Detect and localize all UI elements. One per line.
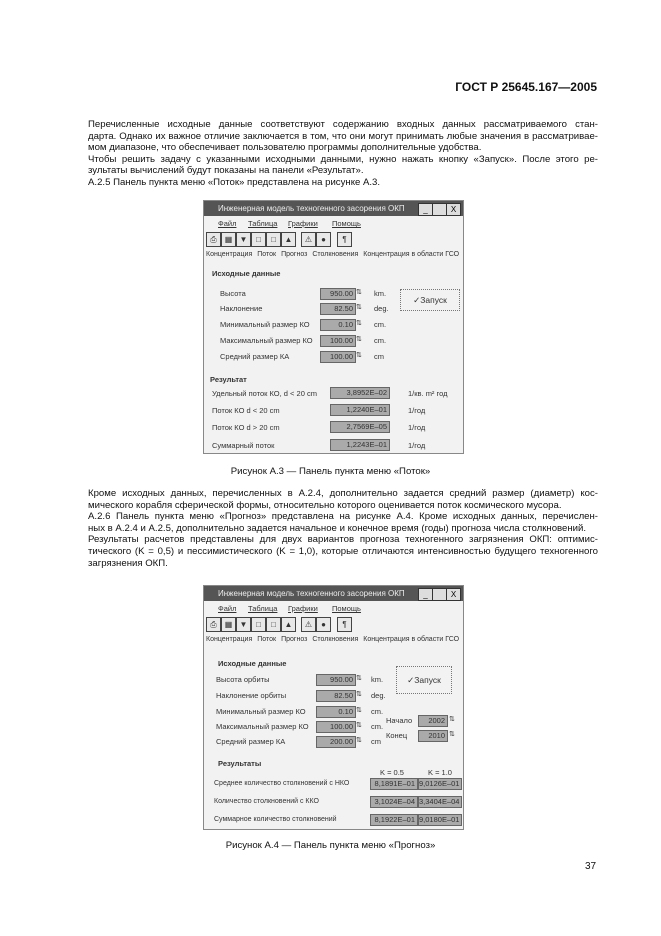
paragraph-block-2 — [88, 488, 598, 569]
end-year-label: Конец — [386, 731, 408, 740]
unit-label: 1/год — [408, 423, 426, 432]
result-label: Суммарный поток — [212, 441, 275, 450]
input-label: Высота орбиты — [216, 675, 270, 684]
k-column-header: K = 0.5 — [380, 768, 404, 777]
run-button[interactable]: ✓Запуск — [396, 666, 452, 694]
toolbar-button-icon[interactable]: ● — [316, 617, 331, 632]
menu-item[interactable]: Файл — [218, 604, 237, 613]
result-field: 3,1024E–04 — [370, 796, 418, 808]
maximize-button[interactable] — [432, 588, 447, 601]
unit-label: cm — [374, 352, 384, 361]
unit-label: cm. — [374, 320, 387, 329]
spin-icon[interactable]: ⇅ — [449, 716, 455, 723]
toolbar-button-icon[interactable]: ⚠ — [301, 617, 316, 632]
minimize-button[interactable]: _ — [418, 203, 433, 216]
figure-caption: Рисунок А.4 — Панель пункта меню «Прогноз» — [225, 840, 436, 851]
close-button[interactable]: X — [446, 588, 461, 601]
input-label: Минимальный размер КО — [220, 320, 310, 329]
k-column-header: K = 1.0 — [428, 768, 452, 777]
inputs-group-title: Исходные данные — [218, 659, 287, 668]
text-line: А.2.6 Панель пункта меню «Прогноз» представлена на рисунке А.4. Кроме исходных данных, перечислен- — [88, 511, 598, 523]
toolbar-button-icon[interactable]: ▲ — [281, 232, 296, 247]
toolbar-button-icon[interactable]: ▲ — [281, 617, 296, 632]
text-line: Кроме исходных данных, перечисленных в А.2.4, дополнительно задается средний размер (диаметр) кос- — [88, 488, 598, 499]
window-title: Инженерная модель техногенного засорения ОКП — [218, 589, 405, 598]
spin-icon[interactable]: ⇅ — [356, 675, 362, 682]
result-field: 1,2240E–01 — [330, 404, 390, 416]
result-field: 8,1891E–01 — [370, 778, 418, 790]
tab[interactable]: Концентрация — [206, 251, 253, 258]
result-field: 2,7569E–05 — [330, 421, 390, 433]
spin-icon[interactable]: ⇅ — [356, 289, 362, 296]
result-field: 9,0180E–01 — [418, 814, 462, 826]
run-button[interactable]: ✓Запуск — [400, 289, 460, 311]
input-field[interactable]: 0.10 — [316, 706, 356, 718]
menu-item[interactable]: Таблица — [248, 604, 278, 613]
unit-label: km. — [374, 289, 387, 298]
input-label: Высота — [220, 289, 246, 298]
start-year-label: Начало — [386, 716, 413, 725]
result-label: Удельный поток КО, d < 20 cm — [212, 389, 317, 398]
close-button[interactable]: X — [446, 203, 461, 216]
tab[interactable]: Прогноз — [281, 636, 308, 643]
toolbar-button-icon[interactable]: ▦ — [221, 617, 236, 632]
input-label: Средний размер КА — [220, 352, 290, 361]
result-field: 9,0126E–01 — [418, 778, 462, 790]
spin-icon[interactable]: ⇅ — [356, 737, 362, 744]
text-line: загрязнения ОКП. — [88, 557, 168, 569]
unit-label: cm. — [371, 707, 384, 716]
input-field[interactable]: 950.00 — [316, 674, 356, 686]
menu-item[interactable]: Помощь — [332, 604, 361, 613]
unit-label: cm. — [371, 722, 384, 731]
page-number: 37 — [585, 861, 597, 872]
input-label: Наклонение орбиты — [216, 691, 287, 700]
window-title: Инженерная модель техногенного засорения ОКП — [218, 204, 405, 213]
tab[interactable]: Поток — [257, 251, 277, 258]
toolbar-button-icon[interactable]: ▼ — [236, 232, 251, 247]
unit-label: km. — [371, 675, 384, 684]
inputs-group-title: Исходные данные — [212, 269, 281, 278]
result-field: 3,3404E–04 — [418, 796, 462, 808]
text-line: мом диапазоне, что обеспечивает пользователю программы дополнительные удобства. — [88, 142, 482, 154]
text-line: ных в А.2.4 и А.2.5, дополнительно задается начальное и конечное время (годы) прогноза числа столкновений. — [88, 522, 587, 534]
spin-icon[interactable]: ⇅ — [356, 722, 362, 729]
menu-item[interactable]: Графики — [288, 219, 318, 228]
toolbar-button-icon[interactable]: ▦ — [221, 232, 236, 247]
menu-item[interactable]: Графики — [288, 604, 318, 613]
spin-icon[interactable]: ⇅ — [449, 731, 455, 738]
maximize-button[interactable] — [432, 203, 447, 216]
text-line: Результаты расчетов представлены для двух вариантов прогноза техногенного загрязнения ОКП: оптимис- — [88, 534, 598, 546]
menu-item[interactable]: Таблица — [248, 219, 278, 228]
result-label: Суммарное количество столкновений — [214, 816, 337, 823]
input-field[interactable]: 100.00 — [320, 335, 356, 347]
text-line: мического корабля сферической формы, относительно которого оценивается поток космического мусора. — [88, 499, 562, 511]
unit-label: deg. — [374, 304, 389, 313]
input-field[interactable]: 82.50 — [320, 303, 356, 315]
tab[interactable]: Поток — [257, 636, 277, 643]
result-field: 8,1922E–01 — [370, 814, 418, 826]
spin-icon[interactable]: ⇅ — [356, 336, 362, 343]
tab[interactable]: Концентрация в области ГСО — [363, 636, 460, 643]
text-line: Чтобы решить задачу с указанными исходными данными, нужно нажать кнопку «Запуск». После этого ре- — [88, 153, 598, 165]
input-label: Наклонение — [220, 304, 263, 313]
result-field: 3,8952E–02 — [330, 387, 390, 399]
result-label: Количество столкновений с ККО — [214, 798, 319, 805]
result-label: Поток КО d > 20 cm — [212, 423, 280, 432]
tab-bar — [206, 251, 459, 258]
unit-label: 1/год — [408, 406, 426, 415]
toolbar-button-icon[interactable]: □ — [266, 232, 281, 247]
paragraph-block-1 — [88, 119, 598, 189]
spin-icon[interactable]: ⇅ — [356, 352, 362, 359]
input-field[interactable]: 0.10 — [320, 319, 356, 331]
input-field[interactable]: 82.50 — [316, 690, 356, 702]
spin-icon[interactable]: ⇅ — [356, 304, 362, 311]
standard-header: ГОСТ Р 25645.167—2005 — [455, 80, 597, 94]
results-group-title: Результаты — [218, 759, 262, 768]
input-field[interactable]: 100.00 — [316, 721, 356, 733]
unit-label: deg. — [371, 691, 386, 700]
text-line: тического (K = 0,5) и пессимистического (K = 1,0), которые отличаются интенсивностью будущего техногенного — [88, 545, 598, 557]
toolbar-button-icon[interactable]: ¶ — [337, 232, 352, 247]
input-label: Минимальный размер КО — [216, 707, 306, 716]
spin-icon[interactable]: ⇅ — [356, 320, 362, 327]
text-line: дарта. Однако их важное отличие заключается в том, что они могут принимать любые значения в рассматривае- — [88, 130, 598, 142]
text-line: А.2.5 Панель пункта меню «Поток» представлена на рисунке А.3. — [88, 176, 381, 188]
tab[interactable]: Столкновения — [312, 636, 359, 643]
unit-label: 1/год — [408, 441, 426, 450]
figure-caption: Рисунок А.3 — Панель пункта меню «Поток» — [230, 466, 431, 477]
spin-icon[interactable]: ⇅ — [356, 707, 362, 714]
figure-a4-window — [203, 585, 464, 830]
tab[interactable]: Прогноз — [281, 251, 308, 258]
result-field: 1,2243E–01 — [330, 439, 390, 451]
toolbar-button-icon[interactable]: ⚠ — [301, 232, 316, 247]
input-field[interactable]: 100.00 — [320, 351, 356, 363]
toolbar-button-icon[interactable]: ⎙ — [206, 617, 221, 632]
input-label: Максимальный размер КО — [216, 722, 309, 731]
unit-label: cm — [371, 737, 381, 746]
minimize-button[interactable]: _ — [418, 588, 433, 601]
tab[interactable]: Концентрация — [206, 636, 253, 643]
input-label: Максимальный размер КО — [220, 336, 313, 345]
toolbar-button-icon[interactable]: □ — [251, 232, 266, 247]
menu-item[interactable]: Помощь — [332, 219, 361, 228]
tab[interactable]: Столкновения — [312, 251, 359, 258]
input-field[interactable]: 950.00 — [320, 288, 356, 300]
toolbar-button-icon[interactable]: □ — [251, 617, 266, 632]
input-label: Средний размер КА — [216, 737, 286, 746]
toolbar-button-icon[interactable]: ● — [316, 232, 331, 247]
menu-item[interactable]: Файл — [218, 219, 237, 228]
input-field[interactable]: 200.00 — [316, 736, 356, 748]
tab[interactable]: Концентрация в области ГСО — [363, 251, 460, 258]
text-line: зультаты вычислений будут показаны на панели «Результат». — [88, 165, 364, 177]
unit-label: cm. — [374, 336, 387, 345]
text-line: Перечисленные исходные данные соответствуют содержанию входных данных рассматриваемого стан- — [88, 119, 598, 130]
tab-bar — [206, 636, 459, 643]
toolbar-button-icon[interactable]: □ — [266, 617, 281, 632]
start-year-field[interactable]: 2002 — [418, 715, 448, 727]
figure-a3-window — [203, 200, 464, 454]
unit-label: 1/кв. m² год — [408, 389, 448, 398]
end-year-field[interactable]: 2010 — [418, 730, 448, 742]
toolbar-button-icon[interactable]: ⎙ — [206, 232, 221, 247]
toolbar-button-icon[interactable]: ▼ — [236, 617, 251, 632]
result-label: Поток КО d < 20 cm — [212, 406, 280, 415]
toolbar-button-icon[interactable]: ¶ — [337, 617, 352, 632]
results-group-title: Результат — [210, 375, 247, 384]
spin-icon[interactable]: ⇅ — [356, 691, 362, 698]
result-label: Среднее количество столкновений с НКО — [214, 780, 350, 787]
